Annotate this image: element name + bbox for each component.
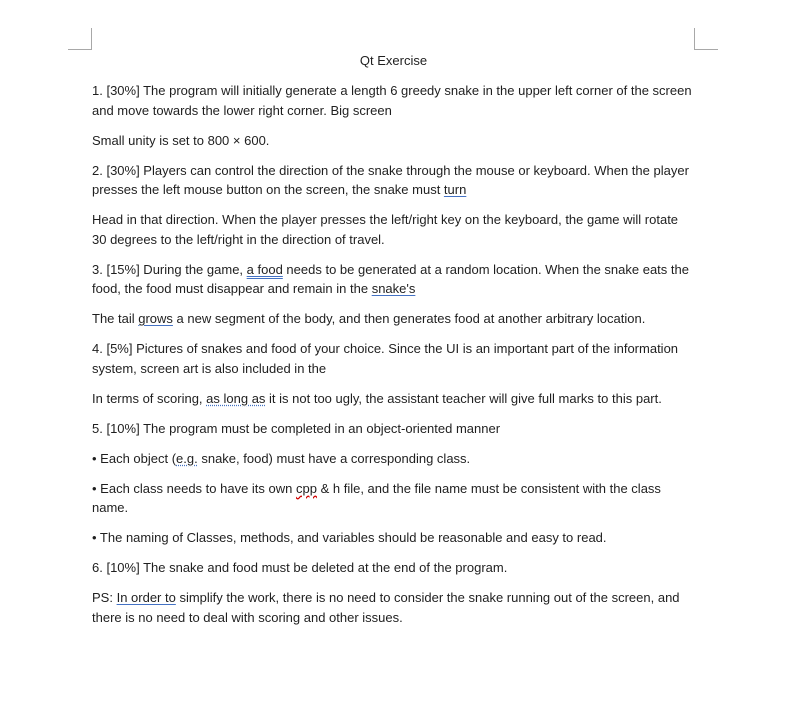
document-title: Qt Exercise: [359, 53, 428, 68]
spelling-flag-cpp[interactable]: cpp: [296, 480, 317, 496]
bullet-1: • Each object (e.g. snake, food) must have a corresponding class.: [92, 450, 471, 466]
grammar-flag-turn[interactable]: turn: [443, 182, 467, 197]
document-body: [92, 81, 692, 638]
paragraph-4: Head in that direction. When the player presses the left/right key on the keyboard, the game will rotate 30 degrees to the left/right in the direction of travel.: [92, 212, 679, 247]
style-flag-in-order-to[interactable]: In order to: [116, 590, 176, 605]
crop-mark-top-left: [68, 28, 92, 50]
bullet-3: • The naming of Classes, methods, and variables should be reasonable and easy to read.: [92, 530, 607, 545]
style-flag-eg[interactable]: e.g.: [176, 450, 198, 466]
paragraph-5: 3. [15%] During the game, a food needs to be generated at a random location. When the snake eats the food, the food must disappear and remain in the snake's: [92, 261, 689, 296]
paragraph-9: 5. [10%] The program must be completed in an object-oriented manner: [92, 420, 501, 436]
crop-mark-top-right: [694, 28, 718, 50]
paragraph-3: 2. [30%] Players can control the direction of the snake through the mouse or keyboard. When the player presses the left mouse button on the screen, the snake must turn: [92, 162, 689, 197]
bullet-2: • Each class needs to have its own cpp & h file, and the file name must be consistent with the class name.: [92, 480, 661, 515]
paragraph-7: 4. [5%] Pictures of snakes and food of your choice. Since the UI is an important part of the information system, screen art is also included in the: [92, 341, 679, 376]
paragraph-8: In terms of scoring, as long as it is not too ugly, the assistant teacher will give full marks to this part.: [92, 390, 662, 406]
paragraph-10: 6. [10%] The snake and food must be deleted at the end of the program.: [92, 560, 508, 575]
grammar-flag-a-food[interactable]: a food: [246, 261, 283, 277]
paragraph-2: Small unity is set to 800 × 600.: [92, 132, 270, 148]
style-flag-as-long-as[interactable]: as long as: [206, 390, 266, 406]
grammar-flag-snakes[interactable]: snake's: [371, 281, 416, 296]
paragraph-6: The tail grows a new segment of the body, and then generates food at another arbitrary location.: [92, 311, 646, 326]
paragraph-1: 1. [30%] The program will initially generate a length 6 greedy snake in the upper left corner of the screen and move towards the lower right corner. Big screen: [92, 83, 692, 118]
grammar-flag-grows[interactable]: grows: [138, 311, 173, 326]
paragraph-11: PS: In order to simplify the work, there is no need to consider the snake running out of the screen, and there is no need to deal with scoring and other issues.: [92, 590, 680, 625]
